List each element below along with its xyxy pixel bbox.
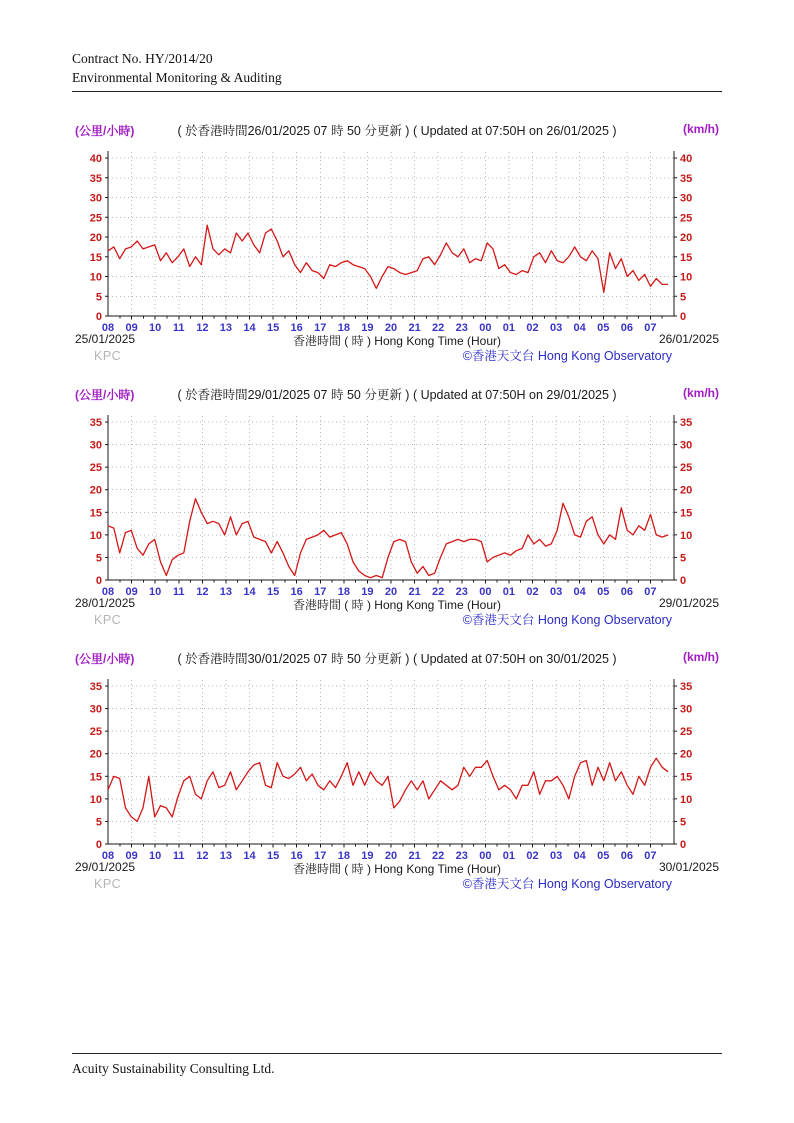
observatory-copyright: ©香港天文台 Hong Kong Observatory bbox=[462, 877, 672, 891]
y-axis-tick-label: 25 bbox=[89, 212, 102, 225]
wind-speed-chart-2 bbox=[0, 382, 794, 646]
y-axis-tick-label: 0 bbox=[680, 839, 687, 851]
y-axis-tick-label: 35 bbox=[89, 417, 102, 429]
y-axis-tick-label: 10 bbox=[680, 271, 693, 284]
wind-speed-plot bbox=[0, 144, 794, 344]
x-axis-tick-label: 00 bbox=[479, 850, 492, 862]
x-axis-tick-label: 00 bbox=[479, 586, 492, 598]
x-axis-tick-label: 11 bbox=[172, 850, 185, 862]
station-code: KPC bbox=[94, 877, 122, 891]
x-axis-tick-label: 22 bbox=[432, 850, 445, 862]
y-axis-unit-right: (km/h) bbox=[683, 122, 719, 136]
x-axis-tick-label: 15 bbox=[266, 850, 280, 862]
y-axis-tick-label: 5 bbox=[680, 816, 687, 829]
y-axis-tick-label: 25 bbox=[680, 212, 693, 225]
x-axis-tick-label: 18 bbox=[337, 586, 350, 598]
x-axis-tick-label: 03 bbox=[549, 586, 563, 598]
y-axis-tick-label: 5 bbox=[95, 291, 102, 304]
y-axis-unit-right: (km/h) bbox=[683, 386, 719, 400]
y-axis-tick-label: 10 bbox=[89, 271, 102, 284]
x-axis-tick-label: 14 bbox=[243, 322, 256, 334]
end-date-label: 29/01/2025 bbox=[658, 596, 719, 610]
observatory-copyright: ©香港天文台 Hong Kong Observatory bbox=[462, 613, 672, 627]
x-axis-tick-label: 23 bbox=[455, 322, 468, 334]
y-axis-tick-label: 35 bbox=[89, 172, 102, 185]
y-axis-unit-right: (km/h) bbox=[683, 650, 719, 664]
x-axis-tick-label: 05 bbox=[597, 586, 610, 598]
x-axis-tick-label: 18 bbox=[337, 850, 350, 862]
y-axis-tick-label: 5 bbox=[680, 291, 687, 304]
y-axis-tick-label: 20 bbox=[89, 232, 102, 244]
y-axis-tick-label: 20 bbox=[680, 232, 693, 244]
y-axis-unit-left: (公里/小時) bbox=[75, 124, 135, 138]
x-axis-tick-label: 15 bbox=[266, 322, 280, 334]
x-axis-tick-label: 11 bbox=[172, 586, 185, 598]
observatory-copyright: ©香港天文台 Hong Kong Observatory bbox=[462, 349, 672, 363]
y-axis-tick-label: 40 bbox=[680, 153, 693, 165]
x-axis-tick-label: 22 bbox=[432, 586, 445, 598]
x-axis-tick-label: 20 bbox=[384, 322, 398, 334]
x-axis-tick-label: 01 bbox=[502, 322, 516, 334]
x-axis-tick-label: 21 bbox=[408, 850, 421, 862]
x-axis-tick-label: 02 bbox=[526, 850, 539, 862]
x-axis-tick-label: 20 bbox=[384, 850, 398, 862]
document-header bbox=[72, 50, 722, 92]
y-axis-tick-label: 30 bbox=[680, 703, 693, 716]
y-axis-tick-label: 30 bbox=[89, 439, 102, 452]
document-footer bbox=[72, 1053, 722, 1077]
x-axis-tick-label: 13 bbox=[219, 850, 233, 862]
y-axis-tick-label: 5 bbox=[680, 552, 687, 565]
x-axis-tick-label: 21 bbox=[408, 586, 421, 598]
x-axis-tick-label: 14 bbox=[243, 586, 256, 598]
x-axis-tick-label: 02 bbox=[526, 322, 539, 334]
x-axis-tick-label: 00 bbox=[479, 322, 492, 334]
x-axis-tick-label: 14 bbox=[243, 850, 256, 862]
x-axis-tick-label: 07 bbox=[644, 850, 657, 862]
wind-speed-plot bbox=[0, 408, 794, 608]
station-code: KPC bbox=[94, 613, 122, 627]
y-axis-tick-label: 15 bbox=[89, 251, 102, 264]
chart-update-title: ( 於香港時間26/01/2025 07 時 50 分更新 ) ( Updated at 07:50H on 26/01/2025 ) bbox=[177, 124, 617, 138]
x-axis-title: 香港時間 ( 時 ) Hong Kong Time (Hour) bbox=[292, 862, 502, 876]
x-axis-tick-label: 08 bbox=[101, 850, 115, 862]
x-axis-tick-label: 06 bbox=[620, 850, 633, 862]
x-axis-tick-label: 16 bbox=[290, 586, 303, 598]
x-axis-tick-label: 17 bbox=[314, 850, 327, 862]
wind-speed-chart-1 bbox=[0, 118, 794, 382]
y-axis-tick-label: 15 bbox=[89, 771, 102, 784]
y-axis-tick-label: 10 bbox=[89, 793, 102, 806]
x-axis-tick-label: 16 bbox=[290, 322, 303, 334]
x-axis-tick-label: 03 bbox=[549, 322, 563, 334]
y-axis-tick-label: 15 bbox=[89, 507, 102, 520]
x-axis-tick-label: 12 bbox=[196, 322, 209, 334]
contract-number: Contract No. HY/2014/20 bbox=[72, 51, 213, 66]
company-name: Acuity Sustainability Consulting Ltd. bbox=[72, 1061, 275, 1076]
y-axis-tick-label: 15 bbox=[680, 251, 693, 264]
x-axis-tick-label: 03 bbox=[549, 850, 563, 862]
start-date-label: 29/01/2025 bbox=[75, 860, 136, 874]
wind-speed-chart-3 bbox=[0, 646, 794, 910]
y-axis-tick-label: 0 bbox=[680, 575, 687, 587]
x-axis-tick-label: 22 bbox=[432, 322, 445, 334]
y-axis-tick-label: 30 bbox=[680, 192, 693, 205]
x-axis-tick-label: 08 bbox=[101, 322, 115, 334]
start-date-label: 28/01/2025 bbox=[75, 596, 136, 610]
x-axis-tick-label: 04 bbox=[573, 850, 586, 862]
y-axis-tick-label: 0 bbox=[680, 311, 687, 323]
chart-update-title: ( 於香港時間30/01/2025 07 時 50 分更新 ) ( Updated at 07:50H on 30/01/2025 ) bbox=[177, 652, 617, 666]
x-axis-tick-label: 17 bbox=[314, 322, 327, 334]
y-axis-tick-label: 10 bbox=[680, 529, 693, 542]
y-axis-tick-label: 10 bbox=[89, 529, 102, 542]
x-axis-tick-label: 10 bbox=[149, 850, 162, 862]
y-axis-tick-label: 0 bbox=[95, 575, 102, 587]
x-axis-tick-label: 23 bbox=[455, 850, 468, 862]
x-axis-tick-label: 04 bbox=[573, 586, 586, 598]
y-axis-tick-label: 20 bbox=[680, 484, 693, 497]
x-axis-tick-label: 08 bbox=[101, 586, 115, 598]
y-axis-tick-label: 20 bbox=[89, 748, 102, 761]
x-axis-tick-label: 09 bbox=[125, 322, 138, 334]
x-axis-tick-label: 20 bbox=[384, 586, 398, 598]
x-axis-title: 香港時間 ( 時 ) Hong Kong Time (Hour) bbox=[292, 334, 502, 348]
y-axis-tick-label: 5 bbox=[95, 552, 102, 565]
x-axis-tick-label: 02 bbox=[526, 586, 539, 598]
x-axis-tick-label: 11 bbox=[172, 322, 185, 334]
start-date-label: 25/01/2025 bbox=[75, 332, 136, 346]
end-date-label: 30/01/2025 bbox=[658, 860, 719, 874]
y-axis-tick-label: 35 bbox=[680, 172, 693, 185]
x-axis-tick-label: 01 bbox=[502, 586, 516, 598]
y-axis-tick-label: 10 bbox=[680, 793, 693, 806]
y-axis-unit-left: (公里/小時) bbox=[75, 652, 135, 666]
x-axis-tick-label: 07 bbox=[644, 586, 657, 598]
y-axis-tick-label: 25 bbox=[89, 726, 102, 739]
y-axis-tick-label: 20 bbox=[89, 484, 102, 497]
wind-speed-line bbox=[108, 758, 668, 821]
y-axis-tick-label: 35 bbox=[680, 417, 693, 429]
y-axis-tick-label: 15 bbox=[680, 771, 693, 784]
x-axis-tick-label: 19 bbox=[361, 322, 374, 334]
x-axis-tick-label: 13 bbox=[219, 322, 233, 334]
x-axis-tick-label: 10 bbox=[149, 322, 162, 334]
end-date-label: 26/01/2025 bbox=[658, 332, 719, 346]
x-axis-tick-label: 04 bbox=[573, 322, 586, 334]
x-axis-tick-label: 10 bbox=[149, 586, 162, 598]
wind-speed-line bbox=[108, 225, 668, 292]
x-axis-tick-label: 15 bbox=[266, 586, 280, 598]
x-axis-tick-label: 13 bbox=[219, 586, 233, 598]
y-axis-tick-label: 15 bbox=[680, 507, 693, 520]
y-axis-tick-label: 0 bbox=[95, 839, 102, 851]
y-axis-tick-label: 0 bbox=[95, 311, 102, 323]
chart-update-title: ( 於香港時間29/01/2025 07 時 50 分更新 ) ( Updated at 07:50H on 29/01/2025 ) bbox=[177, 388, 617, 402]
y-axis-tick-label: 25 bbox=[680, 462, 693, 475]
y-axis-tick-label: 30 bbox=[89, 703, 102, 716]
x-axis-tick-label: 12 bbox=[196, 586, 209, 598]
y-axis-tick-label: 30 bbox=[89, 192, 102, 205]
x-axis-title: 香港時間 ( 時 ) Hong Kong Time (Hour) bbox=[292, 598, 502, 612]
wind-speed-line bbox=[108, 499, 668, 578]
header-subtitle: Environmental Monitoring & Auditing bbox=[72, 69, 282, 85]
y-axis-unit-left: (公里/小時) bbox=[75, 388, 135, 402]
y-axis-tick-label: 40 bbox=[89, 153, 102, 165]
x-axis-tick-label: 21 bbox=[408, 322, 421, 334]
x-axis-tick-label: 07 bbox=[644, 322, 657, 334]
y-axis-tick-label: 25 bbox=[89, 462, 102, 475]
x-axis-tick-label: 06 bbox=[620, 322, 633, 334]
x-axis-tick-label: 09 bbox=[125, 850, 138, 862]
x-axis-tick-label: 19 bbox=[361, 586, 374, 598]
y-axis-tick-label: 20 bbox=[680, 748, 693, 761]
x-axis-tick-label: 18 bbox=[337, 322, 350, 334]
x-axis-tick-label: 01 bbox=[502, 850, 516, 862]
x-axis-tick-label: 05 bbox=[597, 322, 610, 334]
x-axis-tick-label: 09 bbox=[125, 586, 138, 598]
x-axis-tick-label: 17 bbox=[314, 586, 327, 598]
y-axis-tick-label: 30 bbox=[680, 439, 693, 452]
y-axis-tick-label: 5 bbox=[95, 816, 102, 829]
y-axis-tick-label: 35 bbox=[680, 681, 693, 693]
x-axis-tick-label: 16 bbox=[290, 850, 303, 862]
x-axis-tick-label: 05 bbox=[597, 850, 610, 862]
x-axis-tick-label: 12 bbox=[196, 850, 209, 862]
x-axis-tick-label: 23 bbox=[455, 586, 468, 598]
wind-speed-plot bbox=[0, 672, 794, 872]
station-code: KPC bbox=[94, 349, 122, 363]
y-axis-tick-label: 35 bbox=[89, 681, 102, 693]
x-axis-tick-label: 06 bbox=[620, 586, 633, 598]
y-axis-tick-label: 25 bbox=[680, 726, 693, 739]
x-axis-tick-label: 19 bbox=[361, 850, 374, 862]
